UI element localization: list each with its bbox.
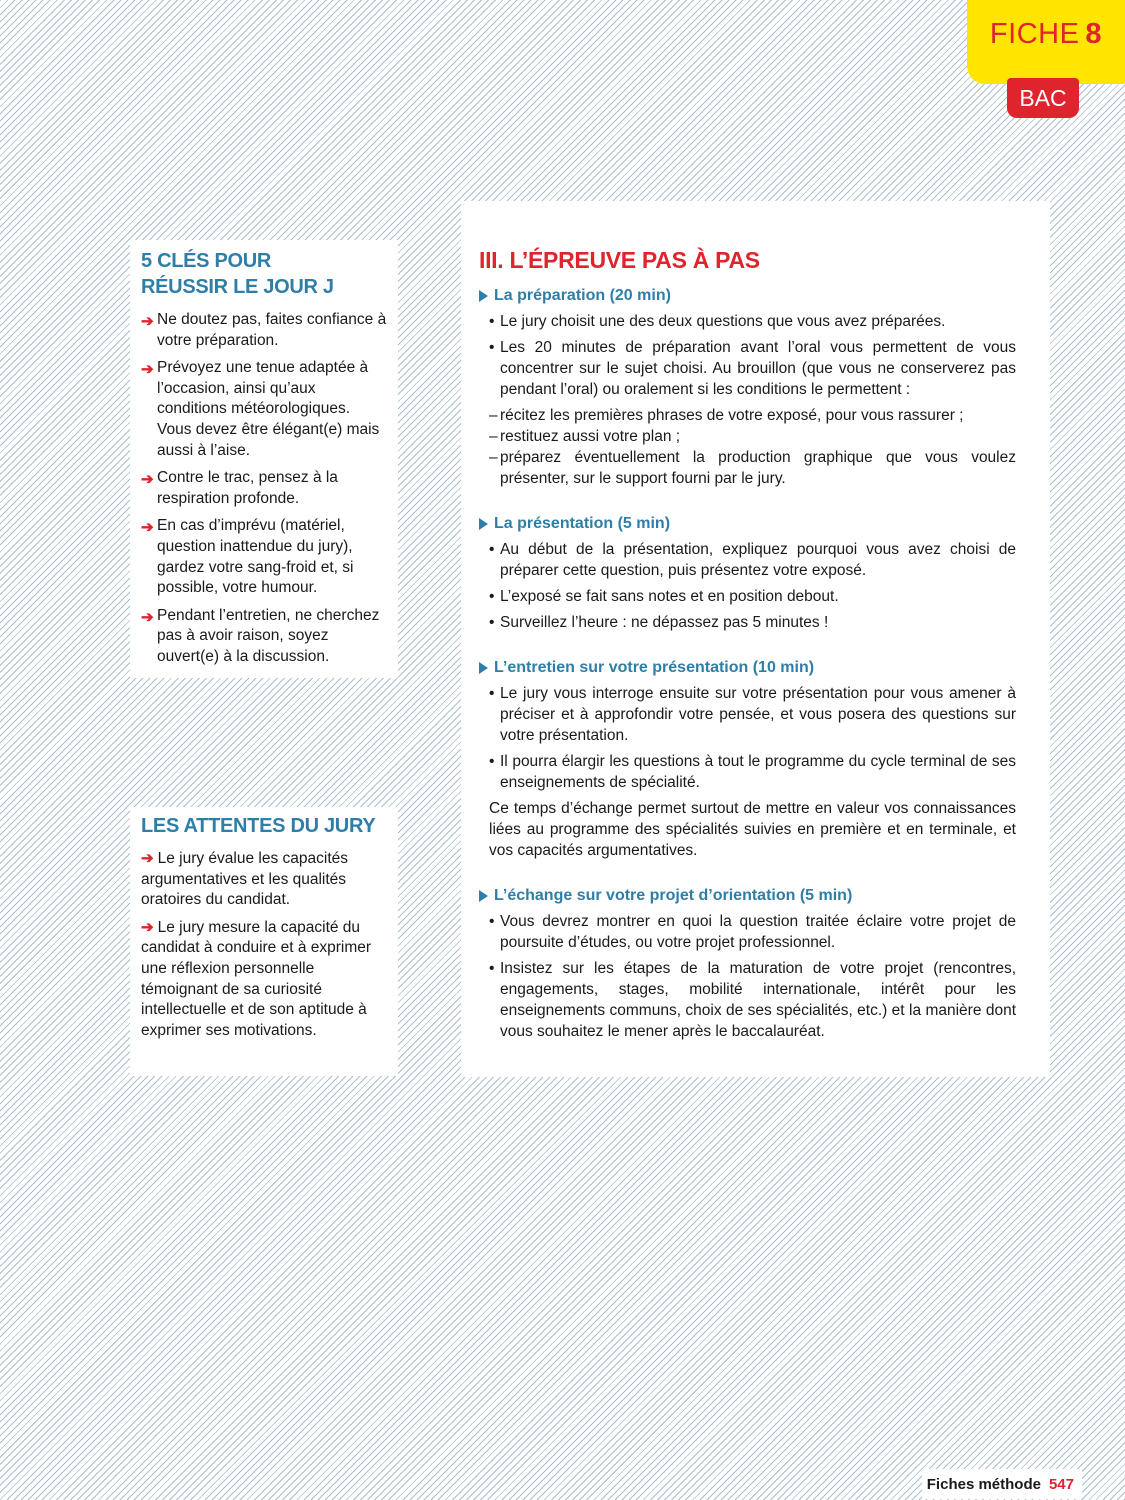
dash-item: – récitez les premières phrases de votre exposé, pour vous rassurer ; [489, 407, 964, 424]
arrow-right-icon: ➔ [141, 361, 154, 379]
bullet-item: • Il pourra élargir les questions à tout le programme du cycle terminal de ses enseignements de spécialité. [489, 753, 1016, 791]
section-preparation [479, 285, 1016, 489]
bac-badge: BAC [1007, 78, 1079, 118]
list-item: ➔ Le jury mesure la capacité du candidat à conduire et à exprimer une réflexion personnelle témoignant de sa curiosité intellectuelle et de son aptitude à exprimer ses motivations. [141, 918, 372, 1039]
section-heading: L’échange sur votre projet d’orientation (5 min) [479, 885, 1016, 907]
keys-list [141, 310, 388, 668]
fiche-tab [967, 0, 1125, 84]
bullet-item: • Surveillez l’heure : ne dépassez pas 5 minutes ! [489, 614, 829, 631]
arrow-right-icon: ➔ [141, 471, 154, 489]
section-orientation [479, 885, 1016, 1042]
triangle-right-icon [479, 662, 488, 674]
section-presentation [479, 513, 1016, 633]
bullet-item: • Insistez sur les étapes de la maturation de votre projet (rencontres, engagements, stages, mobilité internationale, intérêt pour les enseignements communs, choix de ses spécialités, etc.) et la manière dont vous souhaitez le mener après le baccalauréat. [489, 960, 1016, 1040]
arrow-right-icon: ➔ [141, 608, 154, 626]
section-heading: La présentation (5 min) [479, 513, 1016, 535]
arrow-right-icon: ➔ [141, 519, 154, 537]
keys-box [130, 240, 398, 678]
main-box [461, 201, 1050, 1077]
fiche-number: 8 [1085, 17, 1103, 50]
list-item: ➔ Contre le trac, pensez à la respiration profonde. [141, 469, 338, 507]
section-entretien [479, 657, 1016, 861]
bullet-item: • Vous devrez montrer en quoi la question traitée éclaire votre projet de poursuite d’études, ou votre projet professionnel. [489, 913, 1016, 951]
list-item: ➔ Pendant l’entretien, ne cherchez pas à avoir raison, soyez ouvert(e) à la discussion. [141, 606, 380, 665]
page-number: 547 [1048, 1475, 1074, 1493]
section-heading: La préparation (20 min) [479, 285, 1016, 307]
jury-list [141, 849, 388, 1041]
jury-title: LES ATTENTES DU JURY [141, 815, 376, 837]
dash-item: – préparez éventuellement la production graphique que vous voulez présenter, sur le support fourni par le jury. [489, 449, 1016, 487]
fiche-label: FICHE 8 [989, 17, 1103, 50]
bullet-item: • L’exposé se fait sans notes et en position debout. [489, 588, 839, 605]
list-item: ➔ Prévoyez une tenue adaptée à l’occasion, ainsi qu’aux conditions météorologiques. Vous devez être élégant(e) mais aussi à l’aise. [141, 359, 380, 459]
dash-item: – restituez aussi votre plan ; [489, 428, 681, 445]
footer-label: Fiches méthode [926, 1475, 1041, 1493]
bullet-item: • Les 20 minutes de préparation avant l’oral vous permettent de vous concentrer sur le sujet choisi. Au brouillon (que vous ne conserverez pas pendant l’oral) ou oralement si les conditions le permettent : [489, 339, 1016, 398]
jury-box [130, 807, 398, 1076]
triangle-right-icon [479, 290, 488, 302]
keys-title: 5 CLÉS POUR RÉUSSIR LE JOUR J [141, 250, 334, 298]
bullet-item: • Le jury vous interroge ensuite sur votre présentation pour vous amener à préciser et à approfondir votre pensée, et vous posera des questions sur votre présentation. [489, 685, 1016, 744]
arrow-right-icon: ➔ [141, 313, 154, 330]
list-item: ➔ Le jury évalue les capacités argumentatives et les qualités oratoires du candidat. [141, 850, 348, 909]
section-heading: L’entretien sur votre présentation (10 min) [479, 657, 1016, 679]
arrow-right-icon: ➔ [141, 850, 154, 867]
triangle-right-icon [479, 890, 488, 902]
section-paragraph: Ce temps d’échange permet surtout de mettre en valeur vos connaissances liées au programme des spécialités suivies en première et en terminale, et vos capacités argumentatives. [489, 800, 1016, 859]
arrow-right-icon: ➔ [141, 918, 154, 936]
triangle-right-icon [479, 518, 488, 530]
list-item: ➔ Ne doutez pas, faites confiance à votre préparation. [141, 311, 387, 349]
page-footer [922, 1469, 1082, 1499]
bullet-item: • Au début de la présentation, expliquez pourquoi vous avez choisi de préparer cette question, puis présentez votre exposé. [489, 541, 1016, 579]
main-title: III. L’ÉPREUVE PAS À PAS [479, 247, 760, 273]
list-item: ➔ En cas d’imprévu (matériel, question inattendue du jury), gardez votre sang-froid et, si possible, votre humour. [141, 517, 354, 597]
bullet-item: • Le jury choisit une des deux questions que vous avez préparées. [489, 313, 946, 330]
